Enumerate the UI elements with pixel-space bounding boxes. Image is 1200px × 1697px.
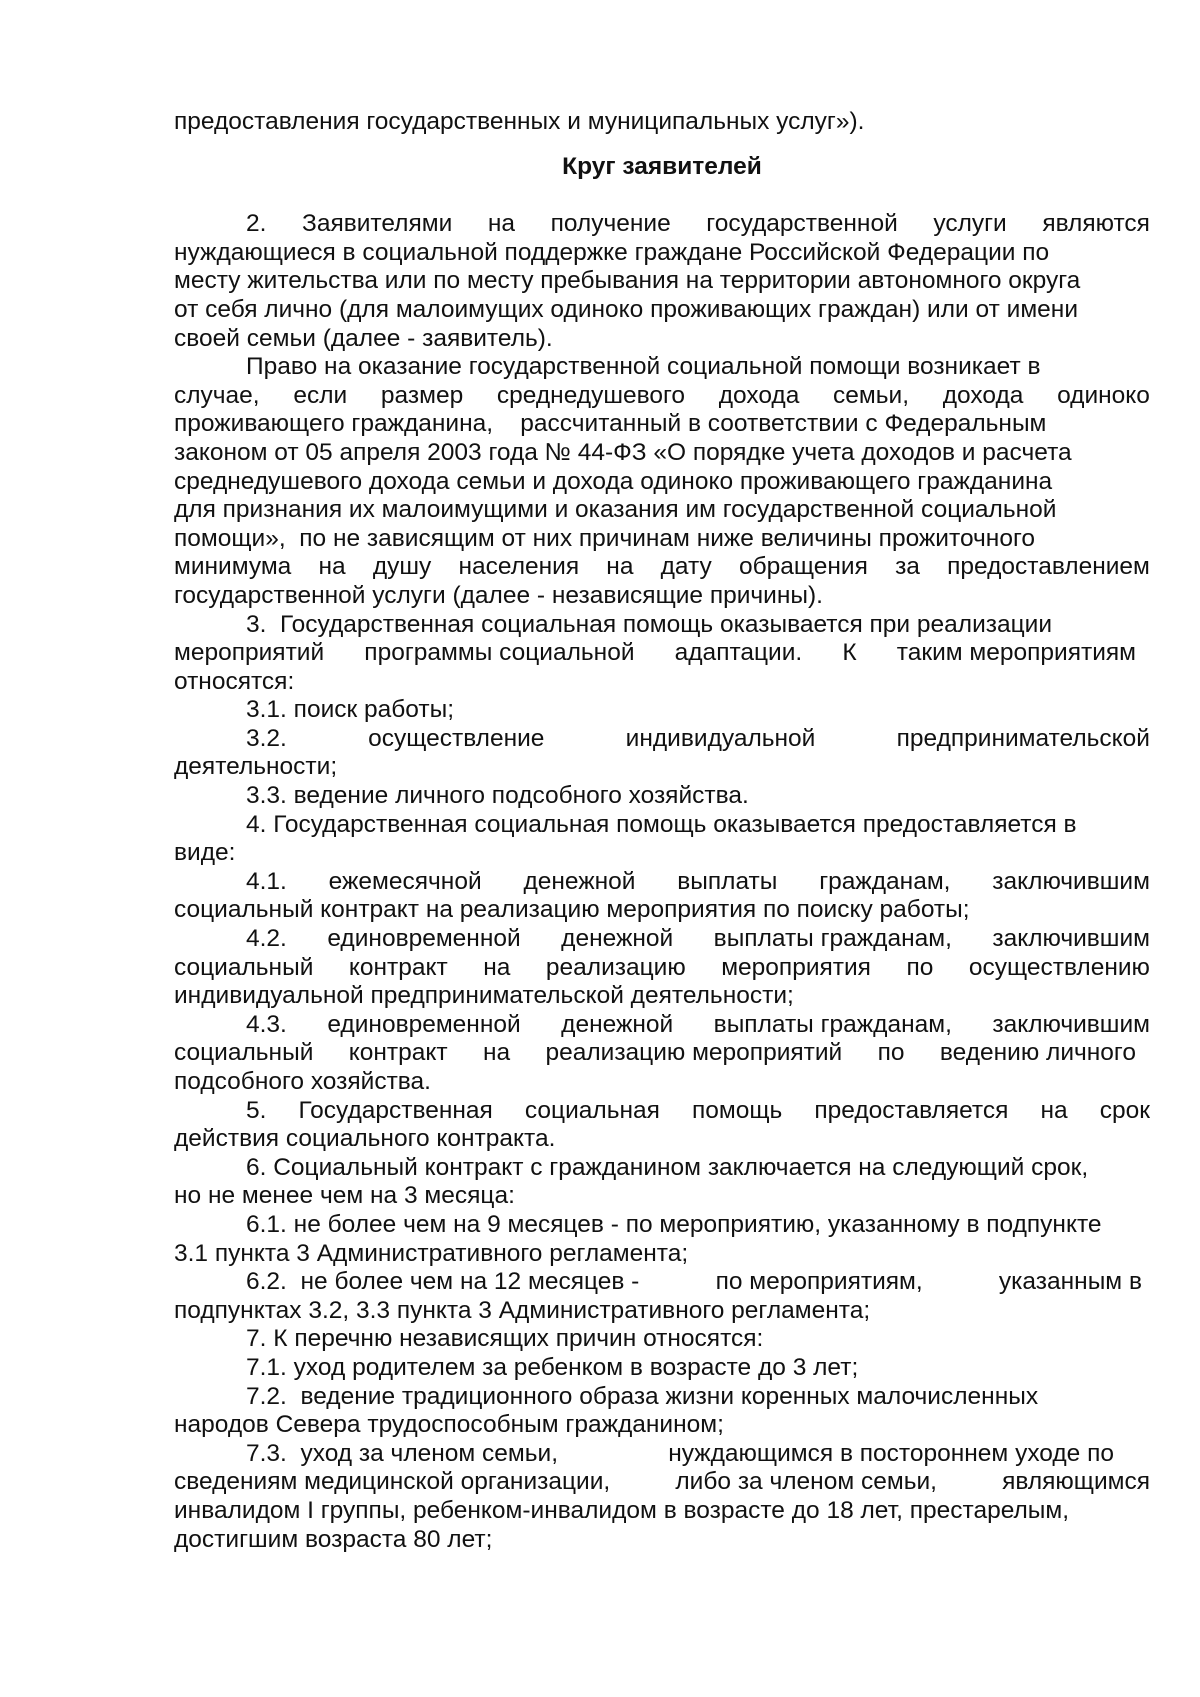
section-heading: Круг заявителей: [562, 152, 762, 180]
document-page: [174, 108, 1150, 1554]
word: минимума: [174, 553, 292, 581]
word: ежемесячной: [328, 867, 482, 895]
word: населения: [458, 553, 580, 581]
word: контракт: [348, 1039, 448, 1067]
justified-line: [174, 1440, 1150, 1469]
word: выплаты гражданам,: [713, 925, 952, 953]
word: К: [842, 639, 857, 667]
word: программы социальной: [364, 639, 635, 667]
text-line: 3.3. ведение личного подсобного хозяйства.: [246, 782, 749, 810]
text-line: нуждающиеся в социальной поддержке граждане Российской Федерации по: [174, 238, 1050, 266]
text-line: для признания их малоимущими и оказания им государственной социальной: [174, 496, 1057, 524]
word: на: [318, 553, 346, 581]
word: 4.3.: [246, 1010, 287, 1038]
word: единовременной: [327, 1010, 521, 1038]
justified-line: [174, 1011, 1150, 1040]
word: обращения: [738, 553, 868, 581]
text-line: но не менее чем на 3 месяца:: [174, 1182, 515, 1210]
text-line: от себя лично (для малоимущих одиноко проживающих граждан) или от имени: [174, 295, 1078, 323]
word: реализацию: [545, 953, 686, 981]
word: Государственная: [298, 1096, 493, 1124]
word: осуществление: [368, 724, 545, 752]
word: душу: [372, 553, 432, 581]
word: на: [483, 953, 511, 981]
word: заключившим: [992, 1010, 1150, 1038]
word: денежной: [523, 867, 636, 895]
word: получение: [550, 210, 671, 238]
word: 4.1.: [246, 867, 287, 895]
word: 4.2.: [246, 925, 287, 953]
word: по: [877, 1039, 905, 1067]
text-line: 6. Социальный контракт с гражданином заключается на следующий срок,: [246, 1153, 1089, 1181]
word: на: [487, 210, 515, 238]
text-line: действия социального контракта.: [174, 1125, 556, 1153]
word: социальная: [524, 1096, 660, 1124]
text-line: 7.1. уход родителем за ребенком в возрасте до 3 лет;: [246, 1353, 859, 1381]
word: таким мероприятиям: [896, 639, 1136, 667]
word: мероприятий: [174, 639, 325, 667]
text-line: деятельности;: [174, 753, 338, 781]
text-line: предоставления государственных и муниципальных услуг»).: [174, 108, 865, 135]
text-line: месту жительства или по месту пребывания на территории автономного округа: [174, 267, 1081, 295]
text-line: законом от 05 апреля 2003 года № 44-ФЗ «О порядке учета доходов и расчета: [174, 438, 1072, 466]
word: дохода: [718, 381, 800, 409]
justified-line: [174, 954, 1150, 983]
justified-line: [174, 1268, 1150, 1297]
word: на: [482, 1039, 511, 1067]
word: 6.2. не более чем на 12 месяцев -: [246, 1268, 640, 1296]
word: случае,: [174, 381, 260, 409]
word: услуги: [933, 210, 1007, 238]
word: заключившим: [992, 925, 1150, 953]
word: денежной: [561, 1010, 674, 1038]
word: 3.2.: [246, 724, 287, 752]
text-line: индивидуальной предпринимательской деятельности;: [174, 982, 794, 1010]
word: являются: [1042, 210, 1150, 238]
word: сведениям медицинской организации,: [174, 1468, 611, 1496]
word: реализацию мероприятий: [545, 1039, 843, 1067]
word: предпринимательской: [896, 724, 1150, 752]
word: одиноко: [1057, 381, 1150, 409]
text-line: 6.1. не более чем на 9 месяцев - по мероприятию, указанному в подпункте: [246, 1210, 1102, 1238]
text-line: подпунктах 3.2, 3.3 пункта 3 Административного регламента;: [174, 1296, 871, 1324]
word: 7.3. уход за членом семьи,: [246, 1439, 559, 1467]
justified-line: [174, 382, 1150, 411]
word: единовременной: [327, 925, 521, 953]
word: срок: [1099, 1096, 1150, 1124]
text-line: подсобного хозяйства.: [174, 1068, 431, 1095]
word: размер: [380, 381, 464, 409]
text-line: 3. Государственная социальная помощь оказывается при реализации: [246, 610, 1053, 638]
text-line: инвалидом I группы, ребенком-инвалидом в возрасте до 18 лет, престарелым,: [174, 1496, 1070, 1524]
word: заключившим: [992, 867, 1150, 895]
word: Заявителями: [302, 210, 453, 238]
word: осуществлению: [968, 953, 1150, 981]
text-line: Право на оказание государственной социальной помощи возникает в: [246, 353, 1041, 381]
justified-line: [174, 1097, 1150, 1126]
word: государственной: [706, 210, 898, 238]
word: 2.: [246, 210, 267, 238]
word: ведению личного: [939, 1039, 1136, 1067]
word: социальный: [174, 953, 314, 981]
text-line: своей семьи (далее - заявитель).: [174, 324, 553, 352]
word: индивидуальной: [625, 724, 816, 752]
justified-line: [174, 639, 1150, 668]
text-line: 3.1 пункта 3 Административного регламента;: [174, 1239, 689, 1267]
word: являющимся: [1002, 1468, 1150, 1496]
word: выплаты гражданам,: [713, 1010, 952, 1038]
text-line: 7. К перечню независящих причин относятся:: [246, 1325, 764, 1353]
text-line: виде:: [174, 839, 236, 867]
word: либо за членом семьи,: [675, 1468, 937, 1496]
word: адаптации.: [674, 639, 803, 667]
justified-line: [174, 1468, 1150, 1497]
word: среднедушевого: [496, 381, 685, 409]
text-line: проживающего гражданина, рассчитанный в соответствии с Федеральным: [174, 410, 1047, 438]
text-line: достигшим возраста 80 лет;: [174, 1525, 493, 1553]
word: выплаты: [677, 867, 778, 895]
text-line: 7.2. ведение традиционного образа жизни коренных малочисленных: [246, 1382, 1039, 1410]
word: предоставляется: [814, 1096, 1009, 1124]
justified-line: [174, 1039, 1150, 1068]
text-line: относятся:: [174, 667, 295, 695]
word: семьи,: [833, 381, 910, 409]
word: если: [293, 381, 348, 409]
word: указанным в: [998, 1268, 1142, 1296]
justified-line: [174, 868, 1150, 897]
word: на: [606, 553, 634, 581]
justified-line: [174, 725, 1150, 754]
word: по: [906, 953, 934, 981]
word: предоставлением: [947, 553, 1150, 581]
word: по мероприятиям,: [715, 1268, 923, 1296]
word: дохода: [942, 381, 1024, 409]
word: за: [895, 553, 920, 581]
text-line: 4. Государственная социальная помощь оказывается предоставляется в: [246, 810, 1077, 838]
text-line: среднедушевого дохода семьи и дохода одиноко проживающего гражданина: [174, 467, 1053, 495]
word: помощь: [691, 1096, 783, 1124]
word: мероприятия: [721, 953, 871, 981]
word: гражданам,: [819, 867, 951, 895]
text-line: помощи», по не зависящим от них причинам ниже величины прожиточного: [174, 524, 1035, 552]
word: на: [1040, 1096, 1068, 1124]
text-line: народов Севера трудоспособным гражданином;: [174, 1411, 724, 1439]
word: нуждающимся в постороннем уходе по: [668, 1439, 1114, 1467]
word: денежной: [561, 925, 674, 953]
word: 5.: [246, 1096, 267, 1124]
text-line: 3.1. поиск работы;: [246, 696, 455, 724]
text-line: социальный контракт на реализацию мероприятия по поиску работы;: [174, 896, 970, 924]
justified-line: [174, 925, 1150, 954]
text-line: государственной услуги (далее - независящие причины).: [174, 581, 823, 609]
word: социальный: [174, 1039, 314, 1067]
justified-line: [174, 210, 1150, 239]
word: дату: [660, 553, 712, 581]
justified-line: [174, 553, 1150, 582]
word: контракт: [348, 953, 448, 981]
